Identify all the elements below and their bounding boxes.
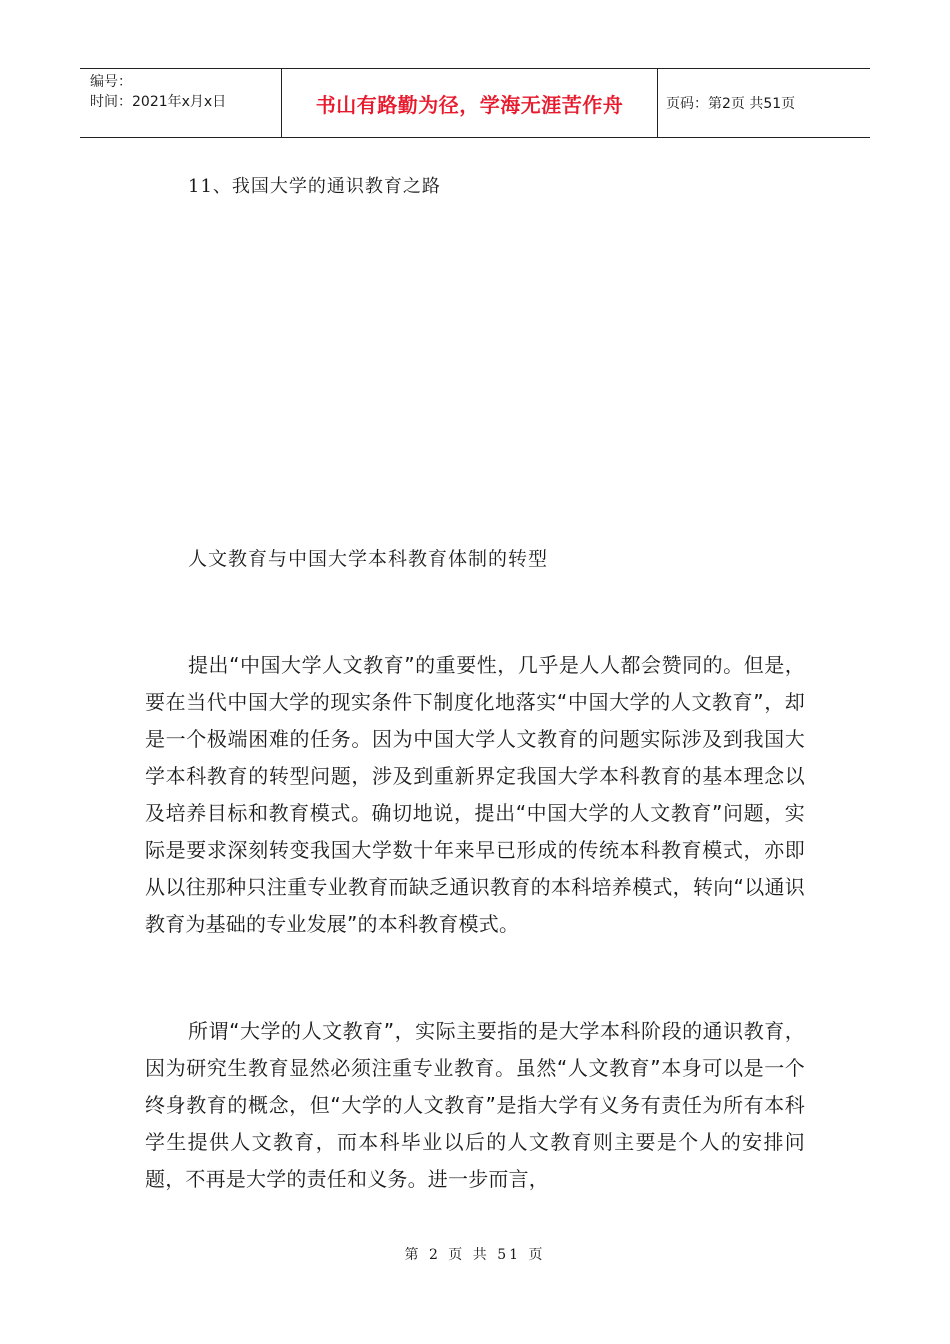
body-paragraph: 所谓“大学的人文教育”，实际主要指的是大学本科阶段的通识教育，因为研究生教育显然必须注重专业教育。虽然“人文教育”本身可以是一个终身教育的概念，但“大学的人文教育”是指大学有义务有责任为所有本科学生提供人文教育，而本科毕业以后的人文教育则主要是个人的安排问题，不再是大学的责任和义务。进一步而言，	[145, 1019, 805, 1191]
header-meta-cell	[80, 69, 282, 137]
number-label: 编号：	[90, 74, 132, 90]
page-footer: 第 2 页 共 51 页	[404, 1247, 546, 1263]
document-header	[80, 68, 870, 138]
article-title: 人文教育与中国大学本科教育体制的转型	[188, 548, 549, 570]
header-motto: 书山有路勤为径，学海无涯苦作舟	[282, 69, 658, 137]
section-heading: 11、我国大学的通识教育之路	[188, 176, 441, 197]
time-label: 时间：2021年x月x日	[90, 94, 227, 110]
body-paragraph: 提出“中国大学人文教育”的重要性，几乎是人人都会赞同的。但是，要在当代中国大学的现实条件下制度化地落实“中国大学的人文教育”，却是一个极端困难的任务。因为中国大学人文教育的问题实际涉及到我国大学本科教育的转型问题，涉及到重新界定我国大学本科教育的基本理念以及培养目标和教育模式。确切地说，提出“中国大学的人文教育”问题，实际是要求深刻转变我国大学数十年来早已形成的传统本科教育模式，亦即从以往那种只注重专业教育而缺乏通识教育的本科培养模式，转向“以通识教育为基础的专业发展”的本科教育模式。	[145, 653, 805, 936]
header-page-info: 页码：第2页 共51页	[666, 96, 796, 112]
